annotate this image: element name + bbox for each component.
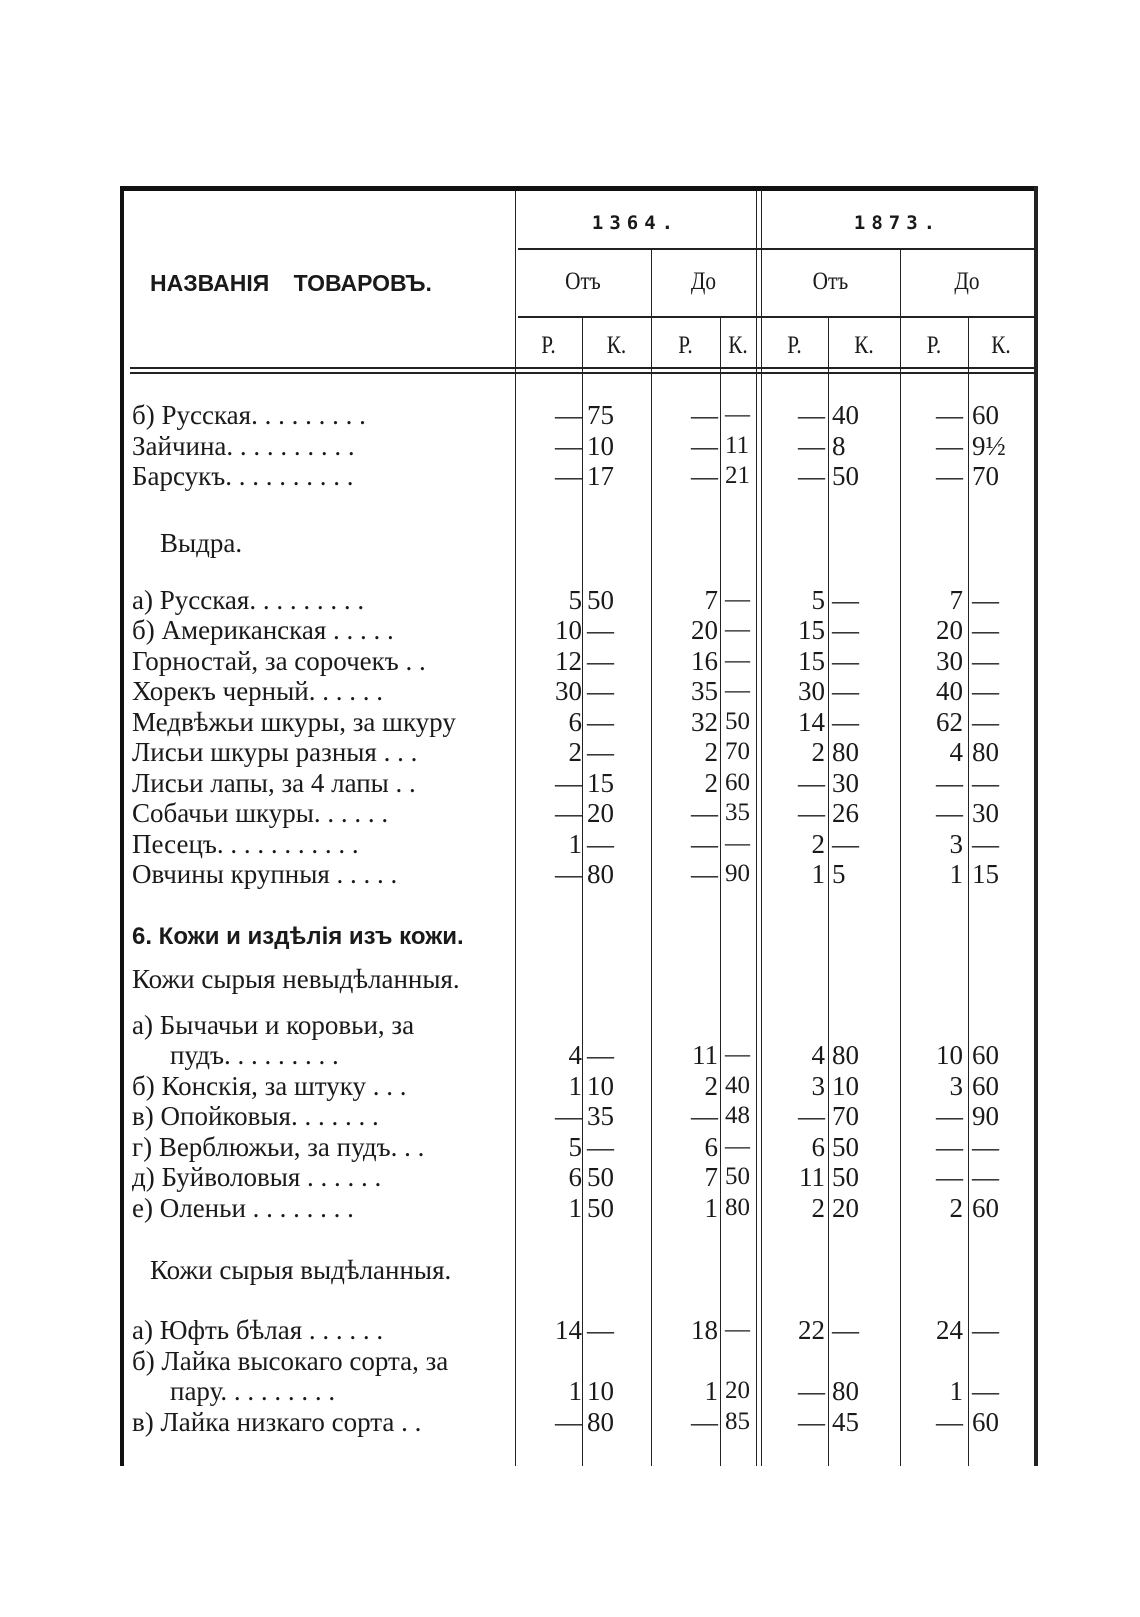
rubles-cell: — bbox=[555, 1101, 582, 1131]
header-kop: К. bbox=[728, 332, 748, 359]
rubles-cell: 12 bbox=[555, 645, 582, 676]
kopecks-cell: 50 bbox=[587, 584, 614, 615]
kopecks-cell: 80 bbox=[832, 1376, 859, 1406]
rubles-cell: — bbox=[936, 461, 963, 491]
rubles-cell: — bbox=[555, 767, 582, 798]
goods-name: д) Буйволовыя . . . . . . bbox=[132, 1162, 382, 1192]
table-row bbox=[132, 461, 1042, 492]
rubles-cell: 10 bbox=[555, 615, 582, 645]
kopecks-cell: 48 bbox=[725, 1102, 750, 1129]
header-to: До bbox=[690, 268, 717, 295]
kopecks-cell: 21 bbox=[725, 462, 750, 489]
rubles-cell: — bbox=[555, 859, 582, 889]
goods-name: Собачьи шкуры. . . . . . bbox=[132, 798, 389, 828]
kopecks-cell: — bbox=[587, 737, 614, 767]
rubles-cell: 6 bbox=[568, 1162, 582, 1192]
year-1873: 1873. bbox=[853, 212, 942, 234]
rubles-cell: 14 bbox=[798, 706, 825, 737]
goods-name: Зайчина. . . . . . . . . . bbox=[132, 430, 355, 461]
rubles-cell: — bbox=[936, 798, 963, 828]
kopecks-cell: 60 bbox=[972, 1040, 999, 1070]
table-row bbox=[132, 585, 1042, 616]
kopecks-cell: 40 bbox=[725, 1071, 750, 1099]
rubles-cell: 2 bbox=[811, 737, 825, 767]
header-rule bbox=[518, 248, 1034, 250]
kopecks-cell: 10 bbox=[832, 1070, 859, 1101]
rubles-cell: 20 bbox=[936, 615, 963, 645]
rubles-cell: 14 bbox=[555, 1315, 582, 1345]
kopecks-cell: — bbox=[972, 767, 999, 798]
rubles-cell: — bbox=[691, 1101, 718, 1131]
kopecks-cell: — bbox=[725, 829, 750, 857]
kopecks-cell: 9½ bbox=[972, 430, 1006, 461]
rubles-cell: 1 bbox=[811, 859, 825, 889]
kopecks-cell: 10 bbox=[587, 1070, 614, 1101]
table-row bbox=[132, 1010, 1042, 1041]
rubles-cell: 24 bbox=[936, 1315, 963, 1345]
kopecks-cell: — bbox=[725, 1132, 750, 1160]
goods-name: Овчины крупныя . . . . . bbox=[132, 859, 398, 889]
rubles-cell: — bbox=[936, 430, 963, 461]
rubles-cell: 15 bbox=[798, 645, 825, 676]
goods-name: б) Конскія, за штуку . . . bbox=[132, 1070, 407, 1101]
goods-name: Хорекъ черный. . . . . . bbox=[132, 676, 383, 706]
goods-name: Кожи сырыя невыдѣланныя. bbox=[132, 963, 460, 994]
goods-name: б) Русская. . . . . . . . . bbox=[132, 400, 366, 430]
rubles-cell: — bbox=[691, 859, 718, 889]
kopecks-cell: — bbox=[972, 615, 999, 645]
kopecks-cell: 26 bbox=[832, 798, 859, 828]
goods-name: Выдра. bbox=[160, 527, 243, 558]
kopecks-cell: — bbox=[832, 645, 859, 676]
table-row bbox=[132, 676, 1042, 707]
kopecks-cell: — bbox=[972, 584, 999, 615]
table-row bbox=[132, 1193, 1042, 1224]
kopecks-cell: 20 bbox=[832, 1192, 859, 1223]
section-heading bbox=[132, 922, 1042, 956]
kopecks-cell: 50 bbox=[725, 1163, 750, 1190]
goods-name: Барсукъ. . . . . . . . . . bbox=[132, 461, 354, 491]
goods-name: Горностай, за сорочекъ . . bbox=[132, 645, 426, 676]
header-rub: Р. bbox=[787, 332, 802, 359]
kopecks-cell: — bbox=[587, 645, 614, 676]
rubles-cell: 2 bbox=[704, 737, 718, 767]
rubles-cell: — bbox=[798, 461, 825, 491]
header-from: Отъ bbox=[812, 268, 849, 295]
rubles-cell: 2 bbox=[811, 1192, 825, 1223]
kopecks-cell: 35 bbox=[725, 799, 750, 826]
kopecks-cell: — bbox=[832, 615, 859, 645]
kopecks-cell: 8 bbox=[832, 430, 846, 461]
rubles-cell: — bbox=[798, 1406, 825, 1437]
kopecks-cell: 20 bbox=[587, 798, 614, 828]
kopecks-cell: — bbox=[587, 828, 614, 859]
rubles-cell: — bbox=[798, 1101, 825, 1131]
rubles-cell: 22 bbox=[798, 1315, 825, 1345]
rubles-cell: 16 bbox=[691, 645, 718, 676]
table-row bbox=[132, 400, 1042, 431]
rubles-cell: 1 bbox=[568, 828, 582, 859]
kopecks-cell: — bbox=[725, 401, 750, 428]
kopecks-cell: — bbox=[725, 677, 750, 704]
kopecks-cell: — bbox=[725, 1041, 750, 1068]
rubles-cell: 40 bbox=[936, 676, 963, 706]
rubles-cell: — bbox=[936, 1101, 963, 1131]
rubles-cell: — bbox=[555, 461, 582, 491]
kopecks-cell: — bbox=[725, 585, 750, 613]
table-row bbox=[132, 737, 1042, 768]
kopecks-cell: — bbox=[832, 828, 859, 859]
rubles-cell: 2 bbox=[949, 1192, 963, 1223]
rubles-cell: 4 bbox=[949, 737, 963, 767]
rubles-cell: 6 bbox=[811, 1131, 825, 1162]
kopecks-cell: 70 bbox=[972, 461, 999, 491]
kopecks-cell: 75 bbox=[587, 400, 614, 430]
rubles-cell: 30 bbox=[798, 676, 825, 706]
table-top-border bbox=[120, 186, 1038, 191]
header-kop: К. bbox=[991, 332, 1011, 359]
rubles-cell: 2 bbox=[568, 737, 582, 767]
kopecks-cell: — bbox=[587, 1315, 614, 1345]
rubles-cell: 7 bbox=[949, 584, 963, 615]
kopecks-cell: — bbox=[972, 645, 999, 676]
kopecks-cell: 80 bbox=[832, 737, 859, 767]
rubles-cell: — bbox=[691, 1406, 718, 1437]
kopecks-cell: — bbox=[972, 676, 999, 706]
header-kop: К. bbox=[854, 332, 874, 359]
rubles-cell: — bbox=[936, 1131, 963, 1162]
rubles-cell: — bbox=[936, 1162, 963, 1192]
rubles-cell: 62 bbox=[936, 706, 963, 737]
rubles-cell: 30 bbox=[555, 676, 582, 706]
table-row bbox=[132, 768, 1042, 799]
goods-name: е) Оленьи . . . . . . . . bbox=[132, 1192, 354, 1223]
rubles-cell: 32 bbox=[691, 706, 718, 737]
kopecks-cell: — bbox=[972, 1315, 999, 1345]
rubles-cell: — bbox=[936, 1406, 963, 1437]
kopecks-cell: 90 bbox=[725, 860, 750, 887]
section-heading bbox=[132, 528, 1042, 558]
goods-name: в) Опойковыя. . . . . . . bbox=[132, 1101, 379, 1131]
kopecks-cell: 17 bbox=[587, 461, 614, 491]
rubles-cell: — bbox=[691, 461, 718, 491]
rubles-cell: 11 bbox=[799, 1162, 825, 1192]
table-row bbox=[132, 798, 1042, 829]
rubles-cell: — bbox=[555, 1406, 582, 1437]
kopecks-cell: 15 bbox=[972, 859, 999, 889]
goods-name: б) Американская . . . . . bbox=[132, 615, 394, 645]
table-left-border bbox=[120, 186, 124, 1466]
goods-name: Медвѣжьи шкуры, за шкуру bbox=[132, 706, 456, 737]
kopecks-cell: 60 bbox=[972, 400, 999, 430]
year-1864: 1364. bbox=[591, 212, 680, 234]
goods-name: Лисьи лапы, за 4 лапы . . bbox=[132, 767, 416, 798]
goods-name: пару. . . . . . . . . bbox=[170, 1376, 336, 1406]
rubles-cell: 7 bbox=[704, 1162, 718, 1192]
rubles-cell: — bbox=[798, 430, 825, 461]
kopecks-cell: — bbox=[587, 706, 614, 737]
rubles-cell: — bbox=[936, 400, 963, 430]
goods-name: г) Верблюжьи, за пудъ. . . bbox=[132, 1131, 425, 1162]
rubles-cell: 11 bbox=[692, 1040, 718, 1070]
kopecks-cell: — bbox=[587, 1040, 614, 1070]
header-rub: Р. bbox=[678, 332, 693, 359]
rubles-cell: — bbox=[555, 430, 582, 461]
rubles-cell: — bbox=[798, 1376, 825, 1406]
header-from: Отъ bbox=[565, 268, 601, 295]
kopecks-cell: 70 bbox=[832, 1101, 859, 1131]
rubles-cell: — bbox=[691, 798, 718, 828]
rubles-cell: 20 bbox=[691, 615, 718, 645]
kopecks-cell: — bbox=[832, 676, 859, 706]
kopecks-cell: 50 bbox=[725, 707, 750, 735]
kopecks-cell: 30 bbox=[832, 767, 859, 798]
table-row bbox=[132, 1376, 1042, 1407]
table-row bbox=[132, 646, 1042, 677]
rubles-cell: 2 bbox=[704, 1070, 718, 1101]
rubles-cell: 1 bbox=[704, 1376, 718, 1406]
kopecks-cell: — bbox=[972, 1162, 999, 1192]
rubles-cell: 1 bbox=[949, 859, 963, 889]
table-row bbox=[132, 1101, 1042, 1132]
kopecks-cell: 80 bbox=[972, 737, 999, 767]
rubles-cell: — bbox=[555, 400, 582, 430]
rubles-cell: 7 bbox=[704, 584, 718, 615]
goods-name: а) Юфть бѣлая . . . . . . bbox=[132, 1315, 384, 1345]
rubles-cell: 5 bbox=[811, 584, 825, 615]
goods-name: пудъ. . . . . . . . . bbox=[170, 1040, 339, 1070]
table-row bbox=[132, 829, 1042, 860]
kopecks-cell: 80 bbox=[725, 1193, 750, 1221]
table-row bbox=[132, 1040, 1042, 1071]
table-row bbox=[132, 1407, 1042, 1438]
kopecks-cell: 10 bbox=[587, 430, 614, 461]
goods-name: а) Бычачьи и коровьи, за bbox=[132, 1009, 415, 1040]
kopecks-cell: 35 bbox=[587, 1101, 614, 1131]
table-row bbox=[132, 615, 1042, 646]
kopecks-cell: 80 bbox=[587, 859, 614, 889]
kopecks-cell: 30 bbox=[972, 798, 999, 828]
kopecks-cell: 20 bbox=[725, 1377, 750, 1404]
rubles-cell: — bbox=[798, 767, 825, 798]
header-rub: Р. bbox=[926, 332, 942, 359]
kopecks-cell: — bbox=[587, 1131, 614, 1162]
table-row bbox=[132, 1071, 1042, 1102]
rubles-cell: 2 bbox=[811, 828, 825, 859]
rubles-cell: 1 bbox=[568, 1070, 582, 1101]
kopecks-cell: 45 bbox=[832, 1406, 859, 1437]
table-row bbox=[132, 707, 1042, 738]
kopecks-cell: — bbox=[725, 616, 750, 643]
goods-name: 6. Кожи и издѣлія изъ кожи. bbox=[132, 922, 464, 950]
rubles-cell: 18 bbox=[691, 1315, 718, 1345]
kopecks-cell: 15 bbox=[587, 767, 614, 798]
kopecks-cell: 90 bbox=[972, 1101, 999, 1131]
rubles-cell: 35 bbox=[691, 676, 718, 706]
header-to: До bbox=[954, 268, 980, 295]
header-rule bbox=[518, 316, 1034, 318]
rubles-cell: 1 bbox=[949, 1376, 963, 1406]
rubles-cell: — bbox=[691, 400, 718, 430]
rubles-cell: 3 bbox=[811, 1070, 825, 1101]
goods-name: б) Лайка высокаго сорта, за bbox=[132, 1345, 449, 1376]
rubles-cell: 15 bbox=[798, 615, 825, 645]
kopecks-cell: 50 bbox=[832, 461, 859, 491]
section-heading bbox=[132, 964, 1042, 994]
goods-name: Лисьи шкуры разныя . . . bbox=[132, 737, 418, 767]
header-rub: Р. bbox=[541, 332, 556, 359]
kopecks-cell: 60 bbox=[972, 1192, 999, 1223]
kopecks-cell: — bbox=[832, 584, 859, 615]
kopecks-cell: — bbox=[972, 1376, 999, 1406]
table-row bbox=[132, 1315, 1042, 1346]
goods-name: Песецъ. . . . . . . . . . . bbox=[132, 828, 359, 859]
kopecks-cell: — bbox=[972, 706, 999, 737]
rubles-cell: — bbox=[555, 798, 582, 828]
kopecks-cell: — bbox=[832, 706, 859, 737]
kopecks-cell: — bbox=[587, 676, 614, 706]
goods-name: в) Лайка низкаго сорта . . bbox=[132, 1406, 422, 1437]
kopecks-cell: 10 bbox=[587, 1376, 614, 1406]
rubles-cell: 4 bbox=[811, 1040, 825, 1070]
kopecks-cell: 60 bbox=[972, 1070, 999, 1101]
kopecks-cell: — bbox=[587, 615, 614, 645]
rubles-cell: — bbox=[936, 767, 963, 798]
kopecks-cell: 85 bbox=[725, 1407, 750, 1435]
kopecks-cell: 50 bbox=[832, 1131, 859, 1162]
kopecks-cell: 40 bbox=[832, 400, 859, 430]
column-header-goods: НАЗВАНІЯ ТОВАРОВЪ. bbox=[150, 270, 432, 296]
table-row bbox=[132, 1346, 1042, 1377]
goods-name: а) Русская. . . . . . . . . bbox=[132, 584, 365, 615]
kopecks-cell: — bbox=[725, 646, 750, 674]
kopecks-cell: 11 bbox=[725, 431, 750, 459]
kopecks-cell: 60 bbox=[725, 768, 750, 796]
kopecks-cell: — bbox=[972, 828, 999, 859]
rubles-cell: — bbox=[798, 798, 825, 828]
rubles-cell: 4 bbox=[568, 1040, 582, 1070]
kopecks-cell: 60 bbox=[972, 1406, 999, 1437]
kopecks-cell: 5 bbox=[832, 859, 846, 889]
table-row bbox=[132, 1132, 1042, 1163]
kopecks-cell: 70 bbox=[725, 738, 750, 765]
table-row bbox=[132, 431, 1042, 462]
kopecks-cell: — bbox=[725, 1316, 750, 1343]
rubles-cell: 3 bbox=[949, 1070, 963, 1101]
kopecks-cell: 80 bbox=[587, 1406, 614, 1437]
rubles-cell: 3 bbox=[949, 828, 963, 859]
rubles-cell: 6 bbox=[568, 706, 582, 737]
rubles-cell: 6 bbox=[704, 1131, 718, 1162]
rubles-cell: 1 bbox=[704, 1192, 718, 1223]
rubles-cell: 30 bbox=[936, 645, 963, 676]
table-row bbox=[132, 859, 1042, 890]
table-body bbox=[132, 400, 1042, 1437]
kopecks-cell: 50 bbox=[587, 1192, 614, 1223]
goods-name: Кожи сырыя выдѣланныя. bbox=[150, 1255, 452, 1285]
rubles-cell: 1 bbox=[568, 1192, 582, 1223]
rubles-cell: 5 bbox=[568, 1131, 582, 1162]
rubles-cell: 10 bbox=[936, 1040, 963, 1070]
kopecks-cell: — bbox=[972, 1131, 999, 1162]
kopecks-cell: — bbox=[832, 1315, 859, 1345]
kopecks-cell: 80 bbox=[832, 1040, 859, 1070]
header-rule bbox=[130, 367, 1034, 369]
header-kop: К. bbox=[606, 332, 627, 359]
table-row bbox=[132, 1162, 1042, 1193]
rubles-cell: — bbox=[691, 430, 718, 461]
rubles-cell: — bbox=[691, 828, 718, 859]
rubles-cell: — bbox=[798, 400, 825, 430]
rubles-cell: 5 bbox=[568, 584, 582, 615]
kopecks-cell: 50 bbox=[832, 1162, 859, 1192]
rubles-cell: 2 bbox=[704, 767, 718, 798]
header-rule bbox=[130, 372, 1034, 374]
rubles-cell: 1 bbox=[568, 1376, 582, 1406]
section-heading bbox=[132, 1255, 1042, 1285]
kopecks-cell: 50 bbox=[587, 1162, 614, 1192]
